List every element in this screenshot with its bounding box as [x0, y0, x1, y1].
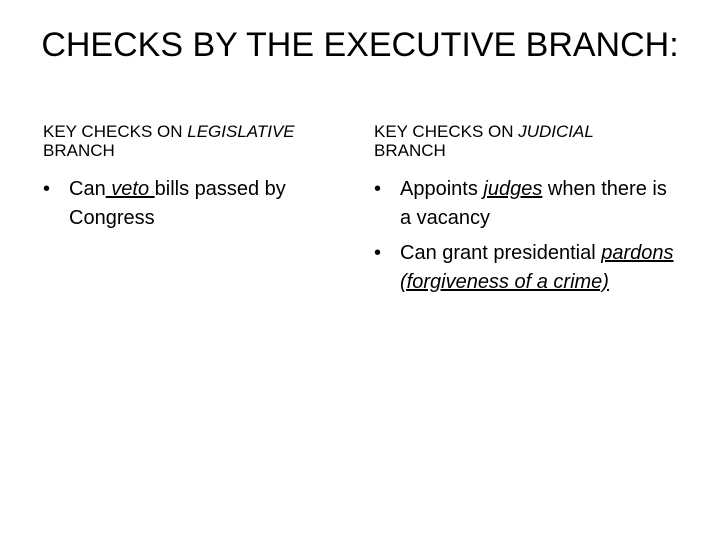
- heading-suffix: BRANCH: [43, 141, 115, 160]
- bullet-icon: •: [374, 178, 382, 200]
- heading-emphasis: JUDICIAL: [518, 122, 594, 141]
- bullet-underlined-term: judges: [483, 178, 543, 200]
- bullet-underlined-term: pardons (forgiveness of a crime): [400, 242, 674, 293]
- judicial-checks-list: [374, 175, 674, 297]
- bullet-text-post: when there is a vacancy: [400, 178, 667, 229]
- heading-suffix: BRANCH: [374, 141, 446, 160]
- slide-title: CHECKS BY THE EXECUTIVE BRANCH:: [41, 26, 679, 64]
- bullet-underlined-term: veto: [105, 178, 155, 200]
- list-item: [374, 175, 674, 233]
- legislative-checks-heading: [43, 122, 333, 160]
- list-item: [43, 175, 333, 233]
- heading-emphasis: LEGISLATIVE: [187, 122, 295, 141]
- bullet-icon: •: [374, 242, 382, 264]
- bullet-text-pre: Appoints: [400, 178, 484, 200]
- bullet-text-pre: Can grant presidential: [400, 242, 602, 264]
- legislative-checks-list: [43, 175, 333, 233]
- judicial-checks-column: [374, 122, 674, 303]
- bullet-icon: •: [43, 178, 51, 200]
- legislative-checks-column: [43, 122, 333, 239]
- heading-prefix: KEY CHECKS ON: [374, 122, 519, 141]
- list-item: [374, 239, 674, 297]
- heading-prefix: KEY CHECKS ON: [43, 122, 188, 141]
- bullet-text-pre: Can: [69, 178, 106, 200]
- judicial-checks-heading: [374, 122, 674, 160]
- bullet-text-post: bills passed by Congress: [69, 178, 286, 229]
